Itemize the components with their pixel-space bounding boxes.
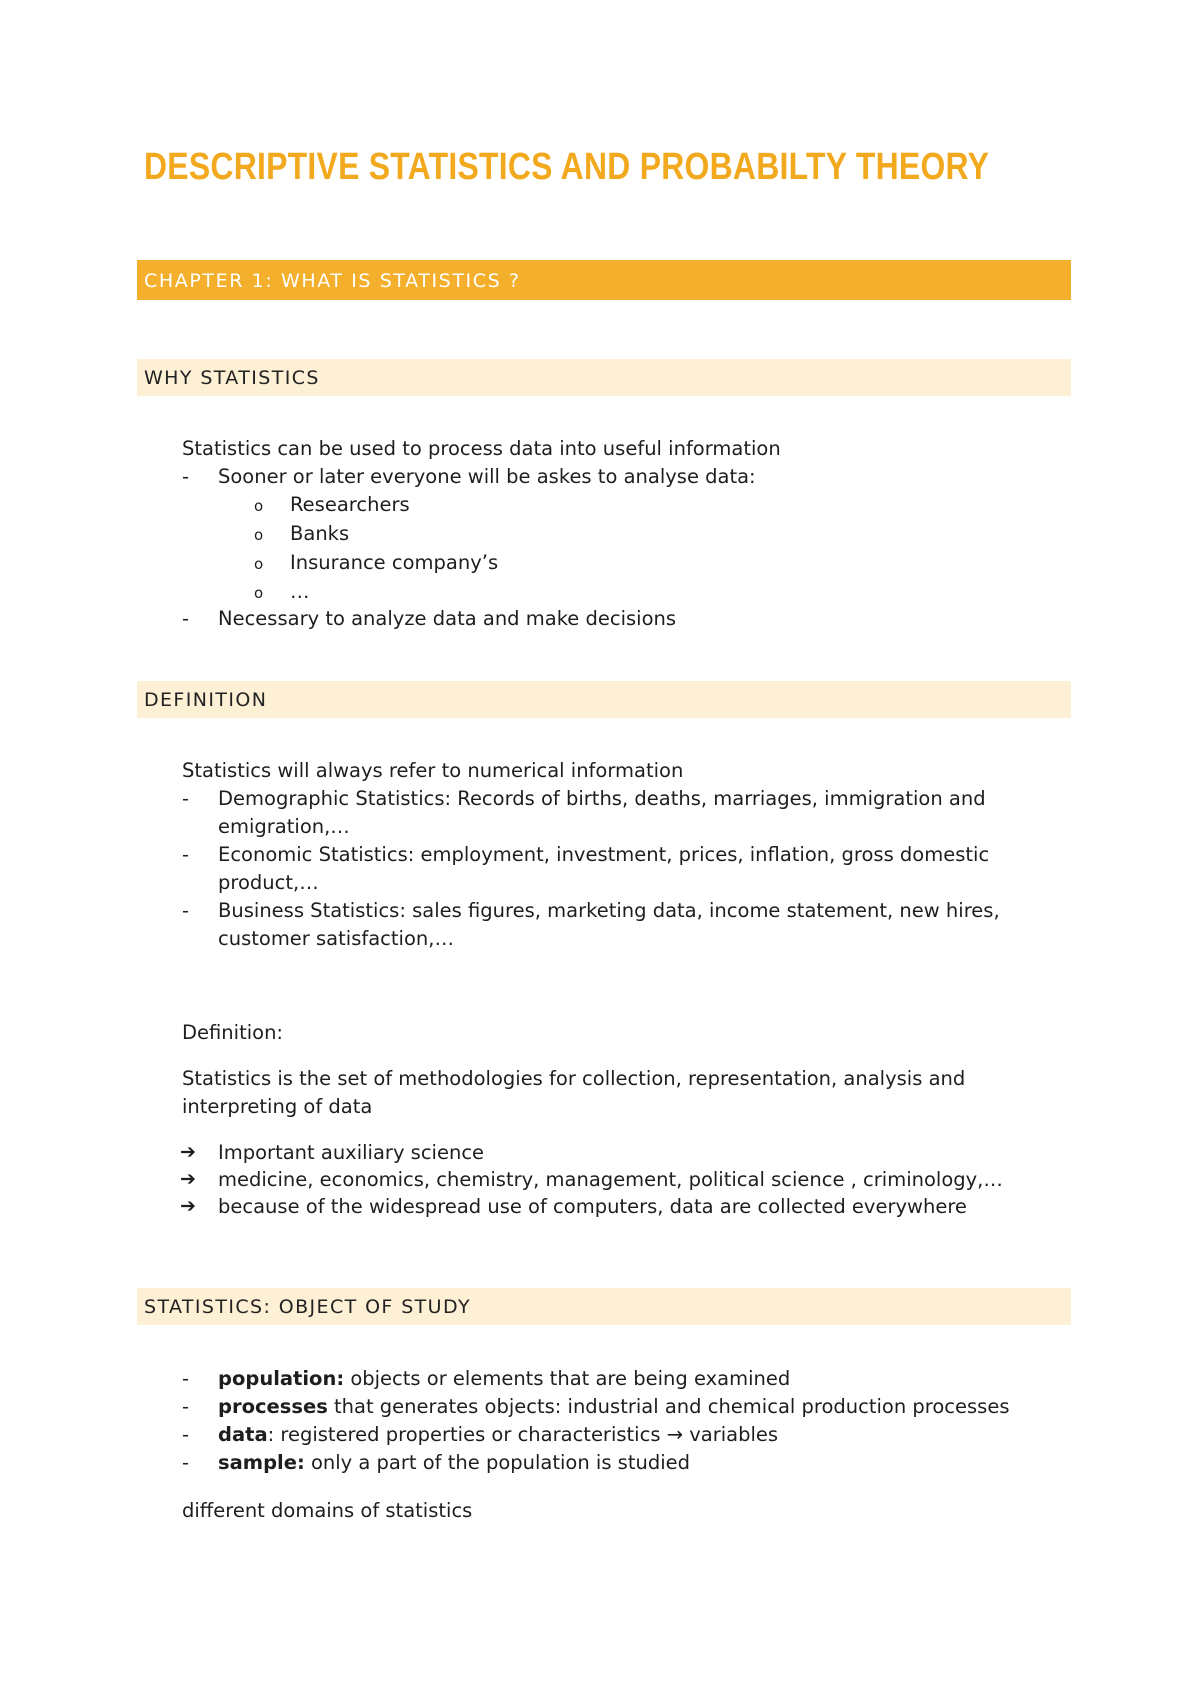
definition-text-cont: interpreting of data: [182, 1095, 373, 1118]
definition-item-cont: emigration,…: [218, 815, 350, 838]
definition-item: Demographic Statistics: Records of births, deaths, marriages, immigration and: [218, 787, 986, 810]
bullet-dash: -: [182, 1395, 190, 1418]
chapter-heading: CHAPTER 1: WHAT IS STATISTICS ?: [144, 270, 521, 292]
arrow-item: medicine, economics, chemistry, management, political science , criminology,…: [218, 1168, 1003, 1191]
why-intro: Statistics can be used to process data into useful information: [182, 437, 781, 460]
sub-bullet-circle: o: [254, 497, 264, 515]
section-heading-why: WHY STATISTICS: [144, 367, 320, 389]
object-desc: objects or elements that are being examined: [344, 1367, 791, 1390]
bullet-dash: -: [182, 899, 190, 922]
bullet-dash: -: [182, 607, 190, 630]
object-desc: : registered properties or characteristics → variables: [267, 1423, 779, 1446]
bullet-dash: -: [182, 787, 190, 810]
why-bullet-2: Necessary to analyze data and make decisions: [218, 607, 677, 630]
bullet-dash: -: [182, 1451, 190, 1474]
why-sub-item: Insurance company’s: [290, 551, 499, 574]
object-term: sample:: [218, 1451, 305, 1474]
object-item: [218, 1367, 790, 1390]
object-item: [218, 1395, 1010, 1418]
object-term: processes: [218, 1395, 328, 1418]
section-banner-definition: [137, 681, 1071, 718]
object-item: [218, 1423, 778, 1446]
object-footer: different domains of statistics: [182, 1499, 473, 1522]
sub-bullet-circle: o: [254, 584, 264, 602]
definition-item: Economic Statistics: employment, investment, prices, inflation, gross domestic: [218, 843, 990, 866]
object-item: [218, 1451, 690, 1474]
object-term: population:: [218, 1367, 345, 1390]
arrow-icon: ➔: [180, 1141, 196, 1163]
arrow-icon: ➔: [180, 1168, 196, 1190]
definition-text: Statistics is the set of methodologies for collection, representation, analysis and: [182, 1067, 966, 1090]
arrow-item: Important auxiliary science: [218, 1141, 485, 1164]
definition-label: Definition:: [182, 1021, 283, 1044]
why-sub-item: Banks: [290, 522, 350, 545]
bullet-dash: -: [182, 1367, 190, 1390]
section-heading-object: STATISTICS: OBJECT OF STUDY: [144, 1296, 471, 1318]
definition-item: Business Statistics: sales figures, marketing data, income statement, new hires,: [218, 899, 1000, 922]
bullet-dash: -: [182, 843, 190, 866]
object-desc: only a part of the population is studied: [304, 1451, 691, 1474]
bullet-dash: -: [182, 1423, 190, 1446]
sub-bullet-circle: o: [254, 555, 264, 573]
why-sub-item: Researchers: [290, 493, 410, 516]
arrow-icon: ➔: [180, 1195, 196, 1217]
bullet-dash: -: [182, 465, 190, 488]
definition-item-cont: product,…: [218, 871, 319, 894]
section-heading-definition: DEFINITION: [144, 689, 268, 711]
definition-intro: Statistics will always refer to numerical information: [182, 759, 684, 782]
sub-bullet-circle: o: [254, 526, 264, 544]
definition-item-cont: customer satisfaction,…: [218, 927, 454, 950]
why-bullet-1: Sooner or later everyone will be askes to analyse data:: [218, 465, 756, 488]
arrow-item: because of the widespread use of computers, data are collected everywhere: [218, 1195, 967, 1218]
object-term: data: [218, 1423, 268, 1446]
document-title: DESCRIPTIVE STATISTICS AND PROBABILTY THEORY: [144, 146, 990, 188]
why-sub-item: …: [290, 580, 310, 603]
object-desc: that generates objects: industrial and chemical production processes: [327, 1395, 1010, 1418]
